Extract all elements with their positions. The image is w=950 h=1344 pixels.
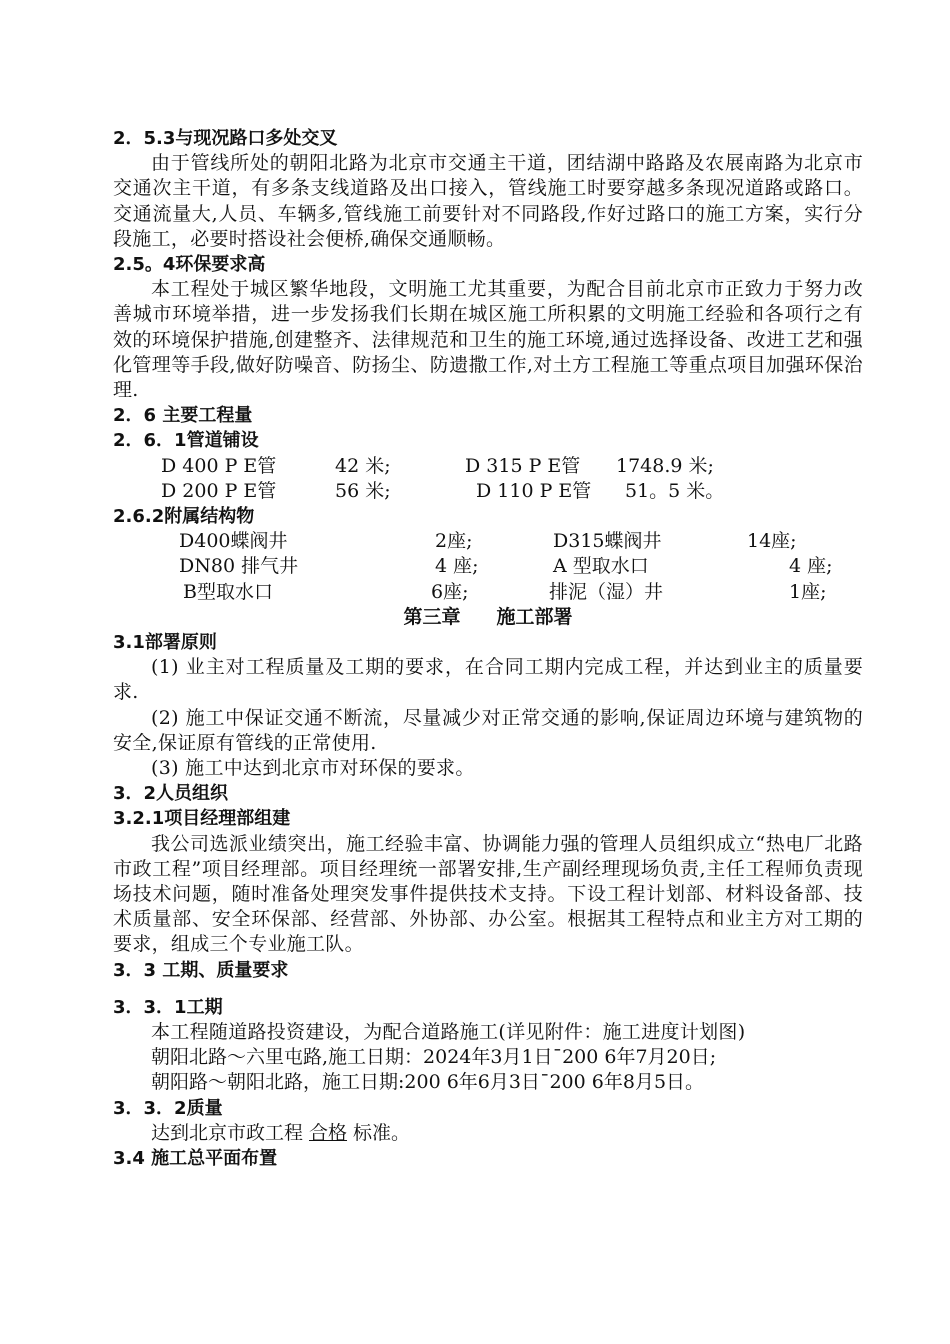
structure-name: DN80 排气井 [179,555,299,578]
section-heading-3-3: 3．3 工期、质量要求 [113,959,289,981]
spacer [113,983,863,995]
schedule-line-1: 朝阳北路～六里屯路,施工日期：2024年3月1日¯200 6年7月20日; [151,1046,717,1069]
section-heading-3-3-2: 3．3．2质量 [113,1097,223,1119]
structure-name: 排泥（湿）井 [549,580,664,603]
principle-item-1: (1) 业主对工程质量及工期的要求，在合同工期内完成工程，并达到业主的质量要求. [113,656,863,704]
paragraph-2-5-4: 本工程处于城区繁华地段，文明施工尤其重要，为配合目前北京市正致力于努力改善城市环境举措，进一步发扬我们长期在城区施工所积累的文明施工经验和各项行之有效的环境保护措施,创建整齐、法律规范和卫生的施工环境,通过选择设备、改进工艺和强化管理等手段,做好防噪音、防扬尘、防遗撒工作,对土方工程施工等重点项目加强环保治理. [113,278,863,402]
structure-row-3 [113,580,863,605]
structure-count: 14座; [747,530,797,553]
pipe-length: 1748.9 米; [616,454,714,477]
section-heading-3-4: 3.4 施工总平面布置 [113,1148,278,1170]
structure-name: B型取水口 [183,580,273,603]
schedule-line-2: 朝阳路～朝阳北路，施工日期:200 6年6月3日¯200 6年8月5日。 [151,1071,705,1094]
pipe-row-2 [113,479,863,504]
structure-name: D315蝶阀井 [553,530,662,553]
pipe-name: D 110 P E管 [476,479,592,502]
structure-row-1 [113,529,863,554]
quality-grade: 合格 [309,1121,348,1144]
chapter-number: 第三章 [403,605,461,628]
pipe-name: D 200 P E管 [161,479,277,502]
quality-prefix: 达到北京市政工程 [151,1121,304,1144]
paragraph-3-3-1: 本工程随道路投资建设，为配合道路施工(详见附件：施工进度计划图) [151,1021,746,1044]
section-heading-2-6-1: 2．6．1管道铺设 [113,430,259,452]
structure-name: A 型取水口 [553,555,649,578]
pipe-length: 51。5 米。 [625,479,725,502]
pipe-length: 42 米; [335,454,391,477]
structure-count: 4 座; [789,555,833,578]
structure-row-2 [113,554,863,579]
structure-count: 1座; [789,580,827,603]
section-heading-2-6-2: 2.6.2附属结构物 [113,506,255,528]
principle-item-2: (2) 施工中保证交通不断流，尽量减少对正常交通的影响,保证周边环境与建筑物的安全,保证原有管线的正常使用. [113,706,863,754]
pipe-row-1 [113,454,863,479]
section-heading-3-2-1: 3.2.1项目经理部组建 [113,808,291,830]
quality-suffix: 标准。 [353,1121,411,1144]
section-heading-2-5-4: 2.5。4环保要求高 [113,254,266,276]
section-heading-3-1: 3.1部署原则 [113,631,217,653]
paragraph-2-5-3: 由于管线所处的朝阳北路为北京市交通主干道，团结湖中路路及农展南路为北京市交通次主干道，有多条支线道路及出口接入，管线施工时要穿越多条现况道路或路口。交通流量大,人员、车辆多,管线施工前要针对不同路段,作好过路口的施工方案，实行分段施工，必要时搭设社会便桥,确保交通顺畅。 [113,152,863,250]
paragraph-3-2-1: 我公司选派业绩突出，施工经验丰富、协调能力强的管理人员组织成立“热电厂北路市政工程”项目经理部。项目经理统一部署安排,生产副经理现场负责,主任工程师负责现场技术问题，随时准备处理突发事件提供技术支持。下设工程计划部、材料设备部、技术质量部、安全环保部、经营部、外协部、办公室。根据其工程特点和业主方对工期的要求，组成三个专业施工队。 [113,832,863,956]
section-heading-3-3-1: 3．3．1工期 [113,996,223,1018]
structure-count: 4 座; [435,555,479,578]
section-heading-3-2: 3．2人员组织 [113,783,229,805]
pipe-length: 56 米; [335,479,391,502]
chapter-name: 施工部署 [496,605,573,628]
principle-item-3: (3) 施工中达到北京市对环保的要求。 [151,756,475,779]
document-page [113,126,863,1171]
structure-count: 2座; [435,530,473,553]
structure-count: 6座; [431,580,469,603]
pipe-name: D 315 P E管 [465,454,581,477]
quality-line [113,1121,863,1146]
structure-name: D400蝶阀井 [179,530,288,553]
chapter-title [113,605,863,630]
section-heading-2-5-3: 2．5.3与现况路口多处交叉 [113,128,338,149]
pipe-name: D 400 P E管 [161,454,277,477]
section-heading-2-6: 2．6 主要工程量 [113,405,253,427]
